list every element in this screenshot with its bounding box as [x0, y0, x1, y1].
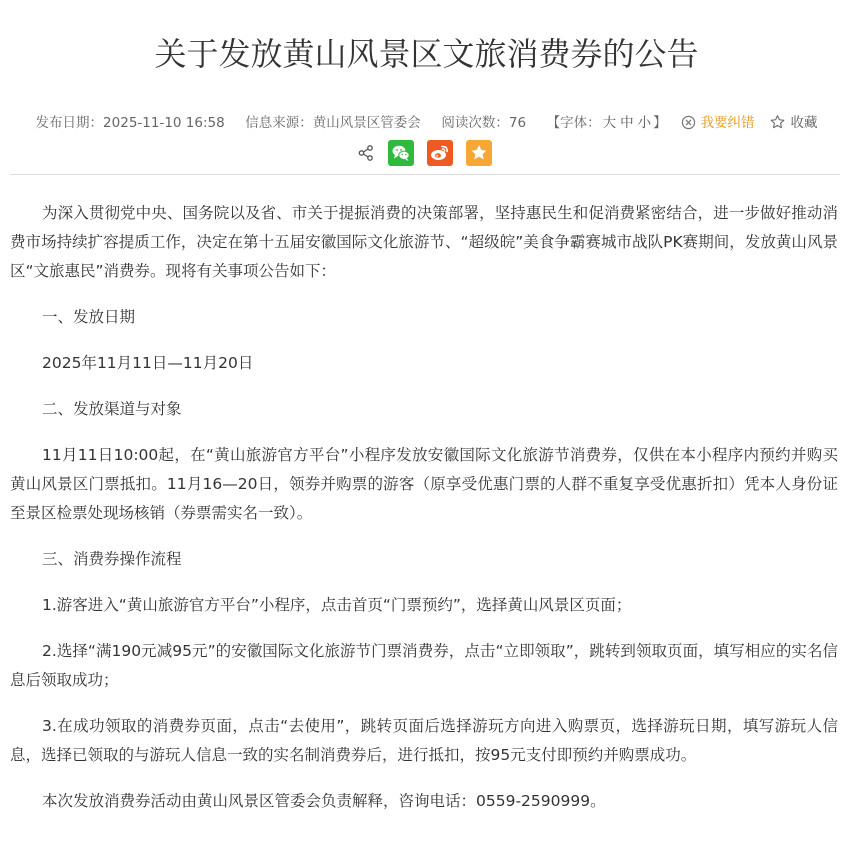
font-size-close: 】 — [653, 115, 667, 131]
correction-label: 我要纠错 — [700, 115, 755, 131]
star-outline-icon — [769, 114, 786, 130]
section-heading: 一、发放日期 — [42, 308, 136, 326]
favorite-star-icon — [466, 140, 492, 166]
section-heading: 三、消费券操作流程 — [42, 550, 182, 568]
weibo-share-button[interactable] — [427, 140, 453, 166]
share-icon[interactable] — [357, 144, 375, 162]
source: 黄山风景区管委会 — [312, 115, 421, 131]
wechat-icon — [388, 140, 414, 166]
views-count: 76 — [508, 115, 527, 131]
views-label: 阅读次数： — [441, 115, 509, 131]
section-heading: 二、发放渠道与对象 — [42, 400, 182, 418]
publish-date: 2025-11-10 16:58 — [103, 115, 225, 131]
wechat-share-button[interactable] — [388, 140, 414, 166]
font-size-small-button[interactable]: 小 — [637, 115, 652, 131]
font-size-medium-button[interactable]: 中 — [620, 115, 634, 131]
share-bar — [0, 140, 853, 166]
weibo-icon — [427, 140, 453, 166]
contact-paragraph: 本次发放消费券活动由黄山风景区管委会负责解释，咨询电话：0559-2590999。 — [42, 792, 606, 810]
article-content — [10, 199, 838, 833]
correction-button[interactable] — [681, 115, 759, 131]
paragraph: 11月11日10:00起，在“黄山旅游官方平台”小程序发放安徽国际文化旅游节消费券，仅供在本小程序内预约并购买黄山风景区门票抵扣。11月16—20日，领券并购票的游客（原享受优惠门票的人群不重复享受优惠折扣）凭本人身份证至景区检票处现场核销（券票需实名一致）。 — [10, 446, 838, 522]
step-paragraph: 3.在成功领取的消费券页面，点击“去使用”，跳转页面后选择游玩方向进入购票页，选择游玩日期，填写游玩人信息，选择已领取的与游玩人信息一致的实名制消费券后，进行抵扣，按95元支付即预约并购票成功。 — [10, 717, 838, 764]
favorite-button[interactable] — [769, 115, 817, 131]
intro-paragraph: 为深入贯彻党中央、国务院以及省、市关于提振消费的决策部署，坚持惠民生和促消费紧密结合，进一步做好推动消费市场持续扩容提质工作，决定在第十五届安徽国际文化旅游节、“超级皖”美食争霸赛城市战队PK赛期间，发放黄山风景区“文旅惠民”消费券。现将有关事项公告如下： — [10, 204, 838, 280]
step-paragraph: 1.游客进入“黄山旅游官方平台”小程序，点击首页“门票预约”，选择黄山风景区页面； — [42, 596, 632, 614]
divider — [10, 174, 840, 175]
font-size-large-button[interactable]: 大 — [602, 115, 617, 131]
step-paragraph: 2.选择“满190元减95元”的安徽国际文化旅游节门票消费券，点击“立即领取”，跳转到领取页面，填写相应的实名信息后领取成功； — [10, 642, 838, 689]
page-title: 关于发放黄山风景区文旅消费券的公告 — [154, 35, 699, 73]
publish-date-label: 发布日期： — [35, 115, 104, 131]
correction-icon — [681, 115, 696, 130]
favorite-label: 收藏 — [790, 115, 818, 131]
paragraph: 2025年11月11日—11月20日 — [42, 354, 254, 372]
favorite-share-button[interactable] — [466, 140, 492, 166]
article-meta — [0, 112, 853, 134]
source-label: 信息来源： — [245, 115, 313, 131]
font-size-open: 【字体： — [546, 115, 601, 131]
